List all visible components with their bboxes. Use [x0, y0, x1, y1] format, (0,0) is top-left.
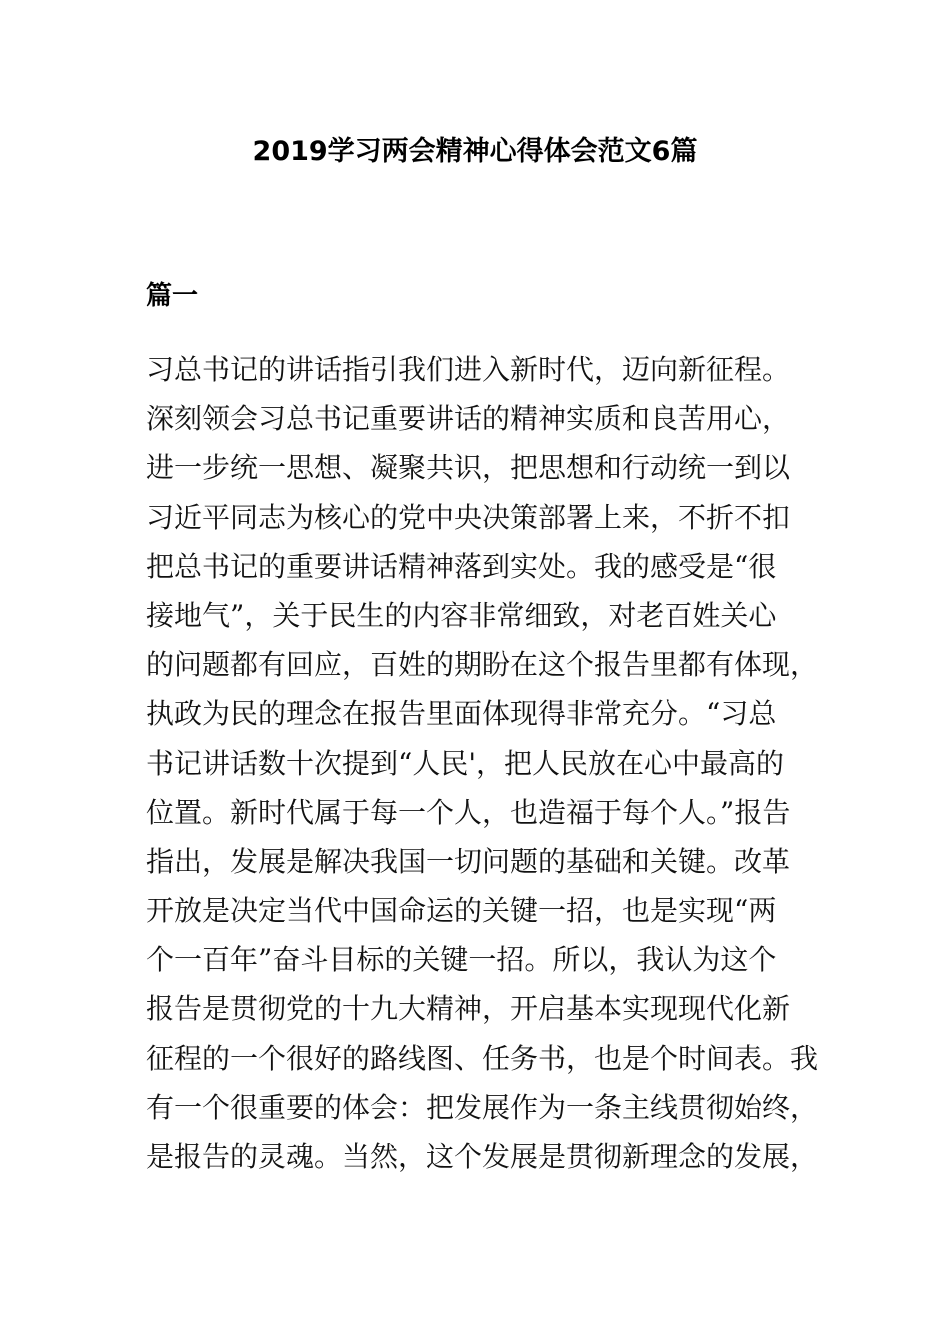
paragraph-line: 指出，发展是解决我国一切问题的基础和关键。改革: [146, 844, 791, 878]
body-paragraph: [146, 345, 846, 1181]
paragraph-line: 习总书记的讲话指引我们进入新时代，迈向新征程。: [146, 353, 791, 386]
document-title: 2019学习两会精神心得体会范文6篇: [252, 136, 698, 167]
paragraph-line: 书记讲话数十次提到“人民'，把人民放在心中最高的: [146, 746, 785, 780]
paragraph-line: 进一步统一思想、凝聚共识，把思想和行动统一到以: [146, 451, 791, 485]
paragraph-line: 接地气”，关于民生的内容非常细致，对老百姓关心: [146, 598, 777, 632]
paragraph-line: 执政为民的理念在报告里面体现得非常充分。“习总: [146, 697, 777, 731]
paragraph-line: 有一个很重要的体会：把发展作为一条主线贯彻始终，: [146, 1090, 819, 1124]
paragraph-line: 开放是决定当代中国命运的关键一招，也是实现“两: [146, 894, 777, 928]
paragraph-line: 习近平同志为核心的党中央决策部署上来，不折不扣: [146, 500, 791, 534]
paragraph-line: 征程的一个很好的路线图、任务书，也是个时间表。我: [146, 1041, 819, 1075]
paragraph-line: 位置。新时代属于每一个人，也造福于每个人。”报告: [146, 795, 791, 829]
paragraph-line: 报告是贯彻党的十九大精神，开启基本实现现代化新: [146, 992, 791, 1026]
paragraph-line: 深刻领会习总书记重要讲话的精神实质和良苦用心，: [146, 402, 791, 436]
paragraph-line: 把总书记的重要讲话精神落到实处。我的感受是“很: [146, 549, 777, 583]
paragraph-line: 的问题都有回应，百姓的期盼在这个报告里都有体现，: [146, 648, 819, 682]
section-heading: 篇一: [146, 281, 199, 311]
paragraph-line: 个一百年”奋斗目标的关键一招。所以，我认为这个: [146, 943, 777, 977]
paragraph-line: 是报告的灵魂。当然，这个发展是贯彻新理念的发展，: [146, 1140, 819, 1173]
